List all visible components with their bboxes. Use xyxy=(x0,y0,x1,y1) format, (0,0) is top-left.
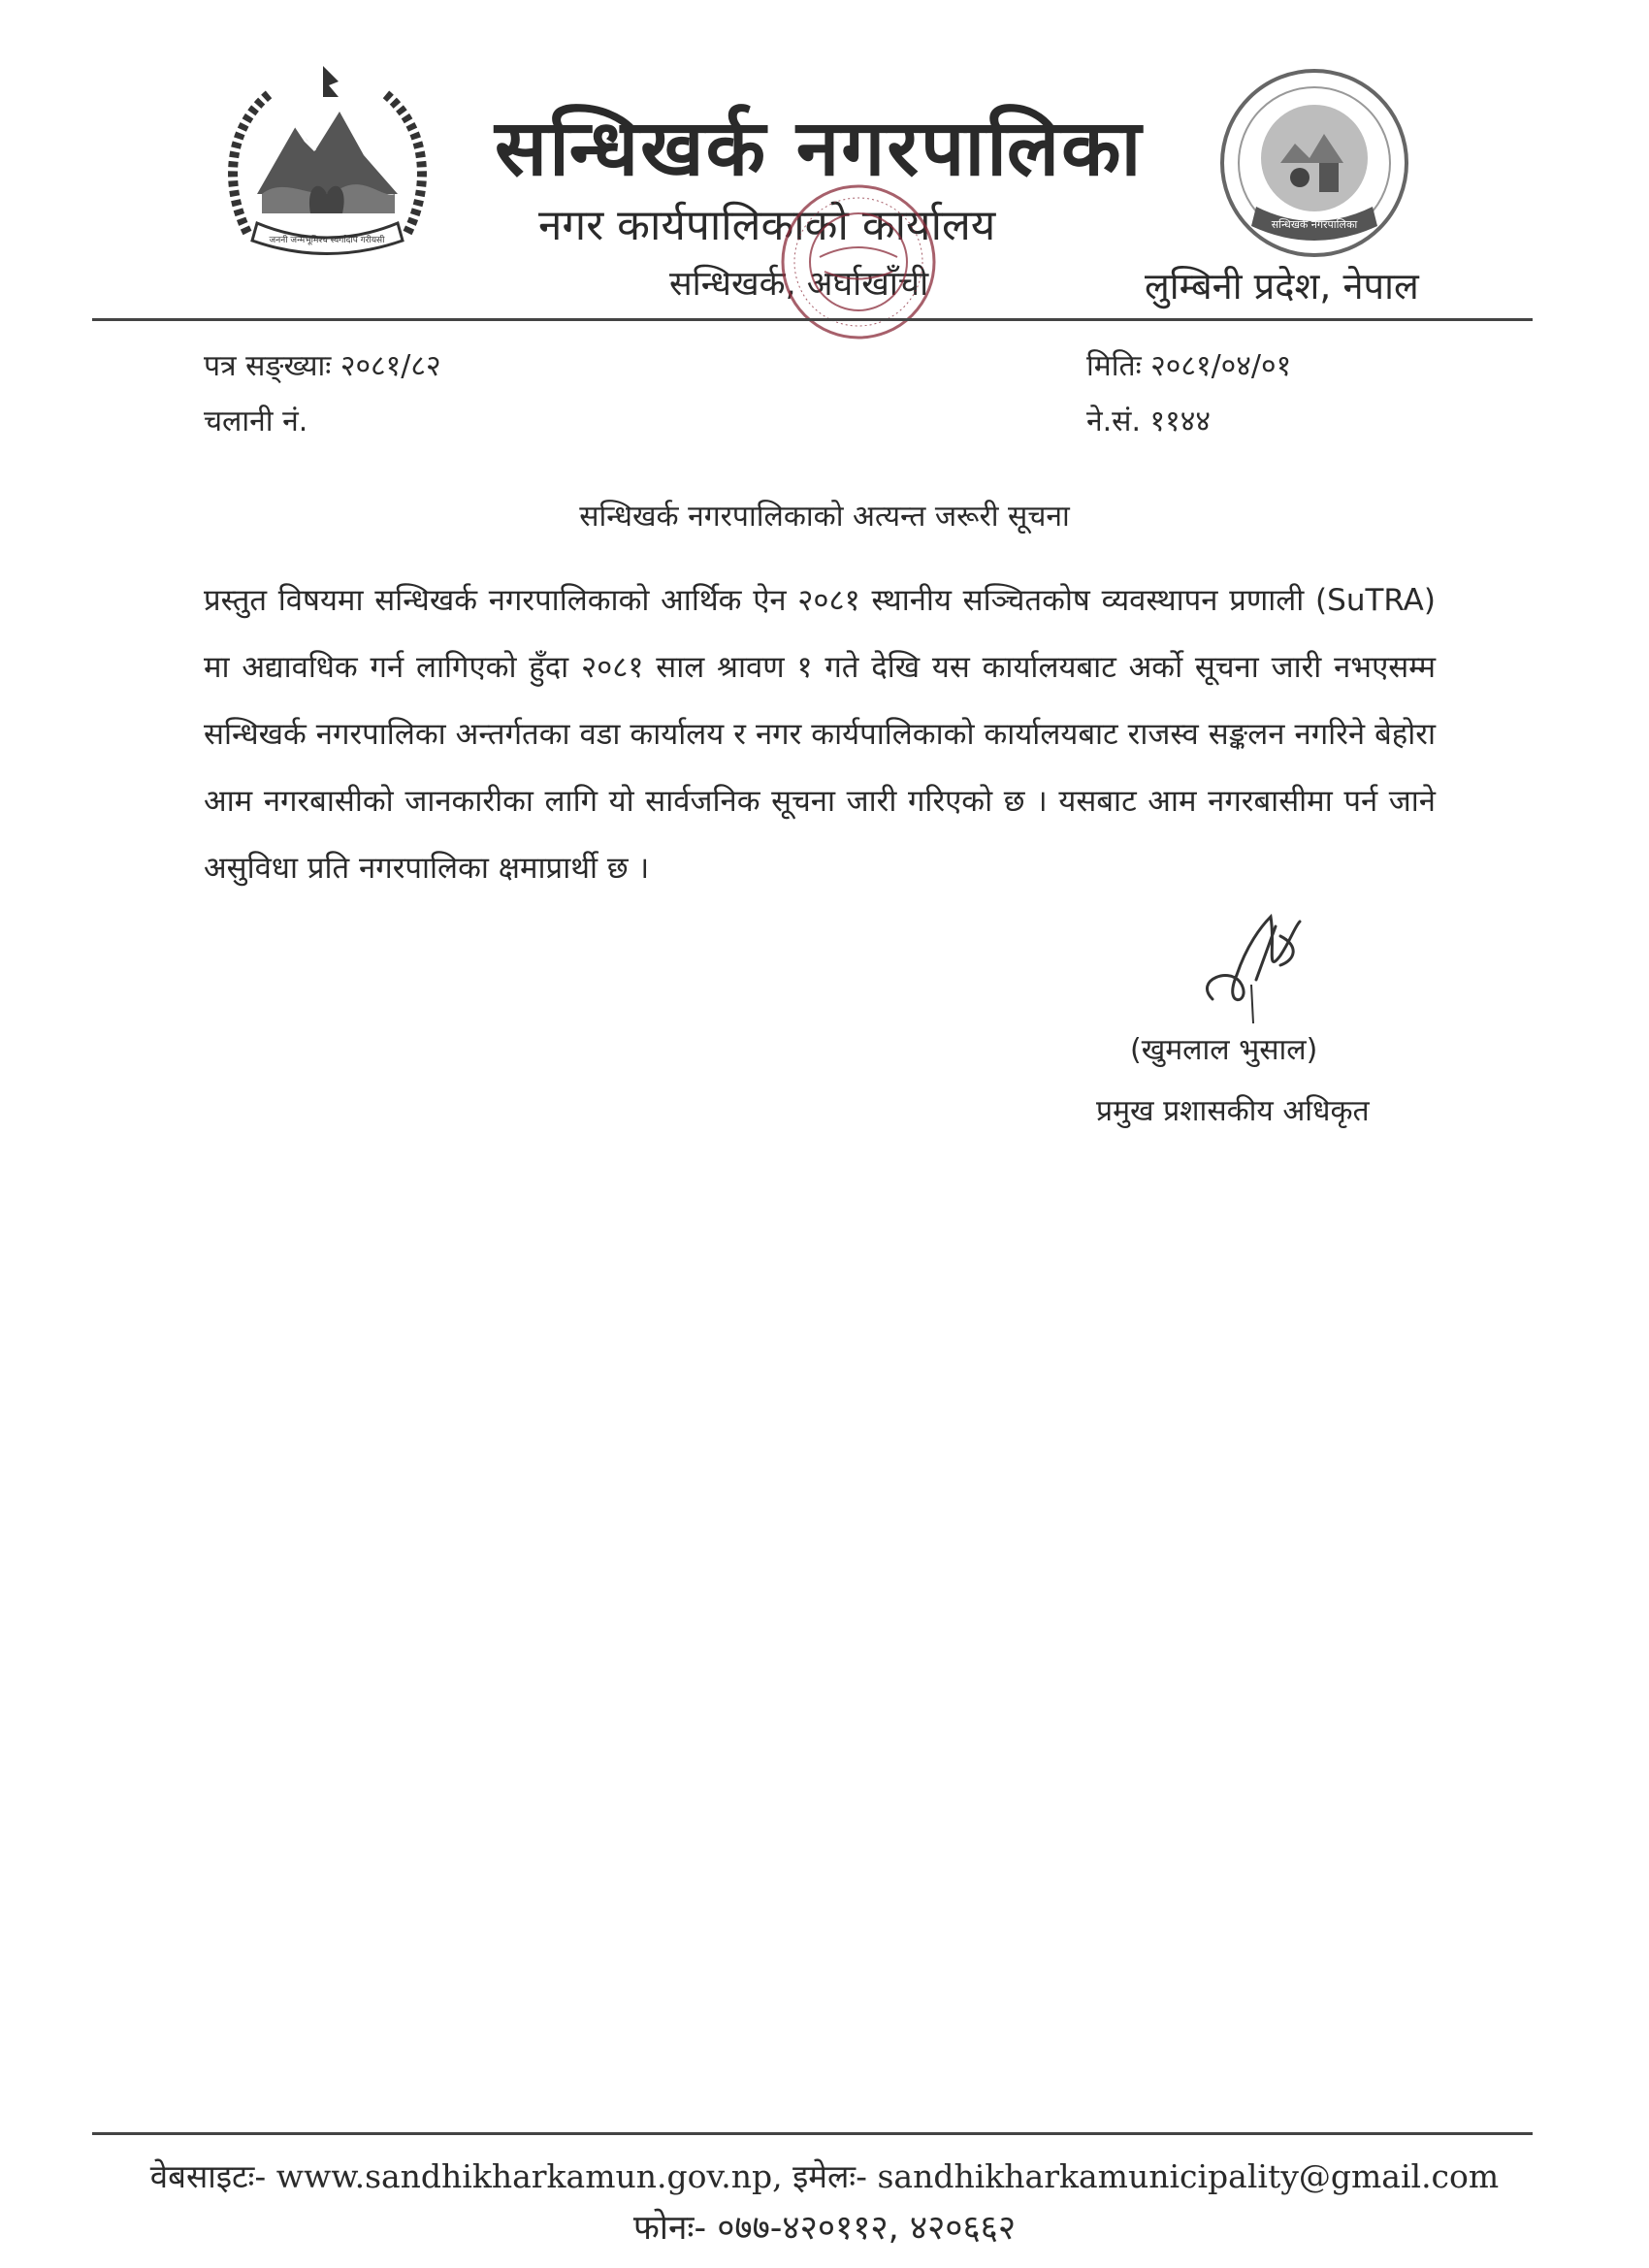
signatory-name: (खुमलाल भुसाल) xyxy=(1130,1033,1318,1067)
page-title: सन्धिखर्क नगरपालिका xyxy=(495,103,1144,193)
nepal-emblem-icon xyxy=(218,58,436,262)
seal-label: सन्धिखर्क नगरपालिका xyxy=(1271,218,1358,231)
province-address: लुम्बिनी प्रदेश, नेपाल xyxy=(1145,265,1419,308)
signatory-designation: प्रमुख प्रशासकीय अधिकृत xyxy=(1096,1094,1370,1128)
header-divider xyxy=(92,318,1533,321)
letter-number: पत्र सङ्ख्याः २०८१/८२ xyxy=(204,349,441,383)
website-link[interactable]: www.sandhikharkamun.gov.np, xyxy=(275,2157,783,2195)
signature-icon xyxy=(1183,888,1329,1033)
phone-numbers: फोनः- ०७७-४२०११२, ४२०६६२ xyxy=(632,2209,1017,2248)
footer-contact xyxy=(0,2154,1649,2197)
emblem-caption: जननी जन्मभूमिश्च स्वर्गादपि गरीयसी xyxy=(269,236,385,245)
email-label: इमेलः- xyxy=(792,2157,867,2195)
letter-date: मितिः २०८१/०४/०१ xyxy=(1086,349,1292,383)
email-link[interactable]: sandhikharkamunicipality@gmail.com xyxy=(877,2157,1500,2195)
dispatch-number: चलानी नं. xyxy=(204,405,308,438)
office-subtitle: नगर कार्यपालिकाको कार्यालय xyxy=(538,201,996,250)
notice-body: प्रस्तुत विषयमा सन्धिखर्क नगरपालिकाको आर्थिक ऐन २०८१ स्थानीय सञ्चितकोष व्यवस्थापन प्रणाली (SuTRA) मा अद्यावधिक गर्न लागिएको हुँदा २०८१ साल श्रावण १ गते देखि यस कार्यालयबाट अर्को सूचना जारी नभएसम्म सन्धिखर्क नगरपालिका अन्तर्गतका वडा कार्यालय र नगर कार्यपालिकाको कार्यालयबाट राजस्व सङ्कलन नगरिने बेहोरा आम नगरबासीको जानकारीका लागि यो सार्वजनिक सूचना जारी गरिएको छ । यसबाट आम नगरबासीमा पर्न जाने असुविधा प्रति नगरपालिका क्षमाप्रार्थी छ । xyxy=(204,583,1436,886)
website-label: वेबसाइटः- xyxy=(149,2157,267,2195)
nepal-sambat-year: ने.सं. ११४४ xyxy=(1086,405,1211,438)
municipality-seal-icon xyxy=(1217,66,1411,260)
office-address: सन्धिखर्क, अर्घाखाँची xyxy=(669,265,929,304)
footer-divider xyxy=(92,2132,1533,2135)
notice-subject: सन्धिखर्क नगरपालिकाको अत्यन्त जरूरी सूचना xyxy=(579,500,1070,534)
